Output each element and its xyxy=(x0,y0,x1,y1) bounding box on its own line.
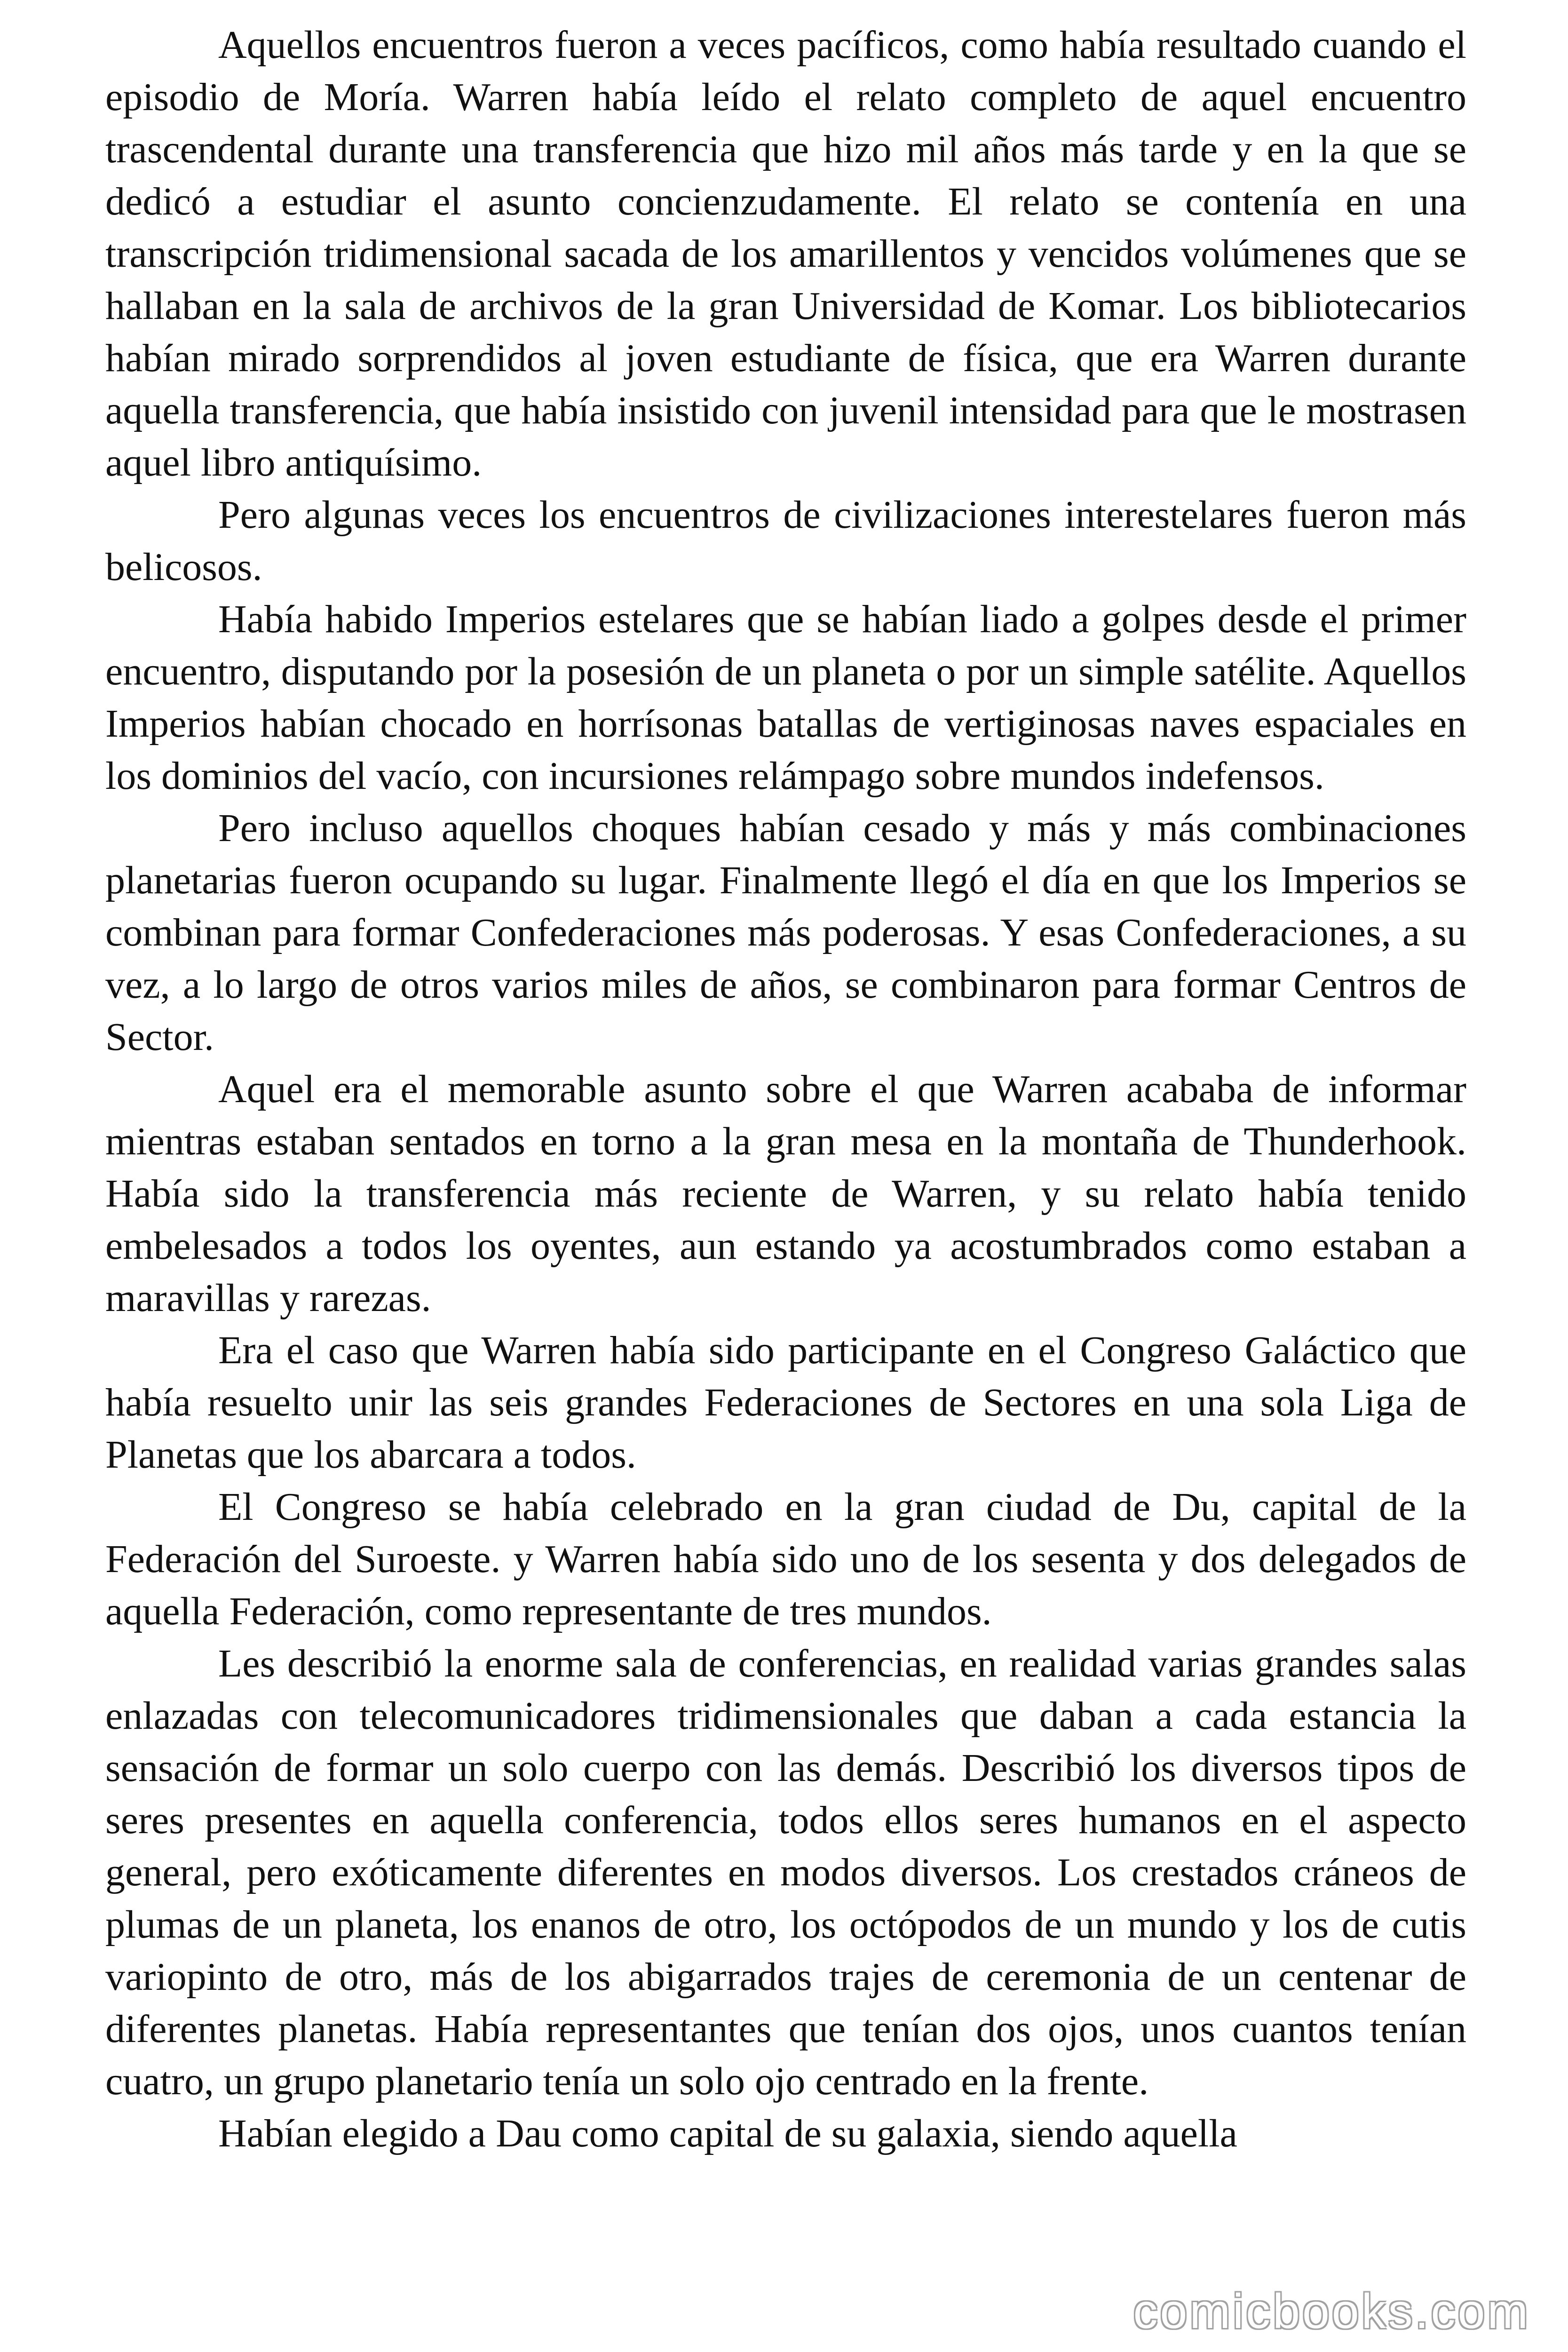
paragraph-5: Aquel era el memorable asunto sobre el que Warren acababa de informar mientras estaban sentados en torno a la gran mesa en la montaña de Thunderhook. Había sido la transferencia más reciente de Warren, y su relato había tenido embelesados a todos los oyentes, aun estando ya acostumbrados como estaban a maravillas y rarezas. xyxy=(105,1067,1466,1320)
page-body xyxy=(105,19,1466,2160)
paragraph-9: Habían elegido a Dau como capital de su galaxia, siendo aquella xyxy=(218,2112,1237,2155)
paragraph-1: Aquellos encuentros fueron a veces pacíficos, como había resultado cuando el episodio de Moría. Warren había leído el relato completo de aquel encuentro trascendental durante una transferencia que hizo mil años más tarde y en la que se dedicó a estudiar el asunto concienzudamente. El relato se contenía en una transcripción tridimensional sacada de los amarillentos y vencidos volúmenes que se hallaban en la sala de archivos de la gran Universidad de Komar. Los bibliotecarios habían mirado sorprendidos al joven estudiante de física, que era Warren durante aquella transferencia, que había insistido con juvenil intensidad para que le mostrasen aquel libro antiquísimo. xyxy=(105,23,1466,485)
paragraph-8: Les describió la enorme sala de conferencias, en realidad varias grandes salas enlazadas con telecomunicadores tridimensionales que daban a cada estancia la sensación de formar un solo cuerpo con las demás. Describió los diversos tipos de seres presentes en aquella conferencia, todos ellos seres humanos en el aspecto general, pero exóticamente diferentes en modos diversos. Los crestados cráneos de plumas de un planeta, los enanos de otro, los octópodos de un mundo y los de cutis variopinto de otro, más de los abigarrados trajes de ceremonia de un centenar de diferentes planetas. Había representantes que tenían dos ojos, unos cuantos tenían cuatro, un grupo planetario tenía un solo ojo centrado en la frente. xyxy=(105,1642,1466,2103)
paragraph-3: Había habido Imperios estelares que se habían liado a golpes desde el primer encuentro, disputando por la posesión de un planeta o por un simple satélite. Aquellos Imperios habían chocado en horrísonas batallas de vertiginosas naves espaciales en los dominios del vacío, con incursiones relámpago sobre mundos indefensos. xyxy=(105,597,1466,798)
paragraph-2: Pero algunas veces los encuentros de civilizaciones interestelares fueron más belicosos. xyxy=(105,493,1466,589)
watermark: comicbooks.com xyxy=(1133,2284,1530,2339)
paragraph-7: El Congreso se había celebrado en la gran ciudad de Du, capital de la Federación del Suroeste. y Warren había sido uno de los sesenta y dos delegados de aquella Federación, como representante de tres mundos. xyxy=(105,1485,1466,1633)
paragraph-6: Era el caso que Warren había sido participante en el Congreso Galáctico que había resuelto unir las seis grandes Federaciones de Sectores en una sola Liga de Planetas que los abarcara a todos. xyxy=(105,1328,1466,1477)
paragraph-4: Pero incluso aquellos choques habían cesado y más y más combinaciones planetarias fueron ocupando su lugar. Finalmente llegó el día en que los Imperios se combinan para formar Confederaciones más poderosas. Y esas Confederaciones, a su vez, a lo largo de otros varios miles de años, se combinaron para formar Centros de Sector. xyxy=(105,806,1466,1059)
